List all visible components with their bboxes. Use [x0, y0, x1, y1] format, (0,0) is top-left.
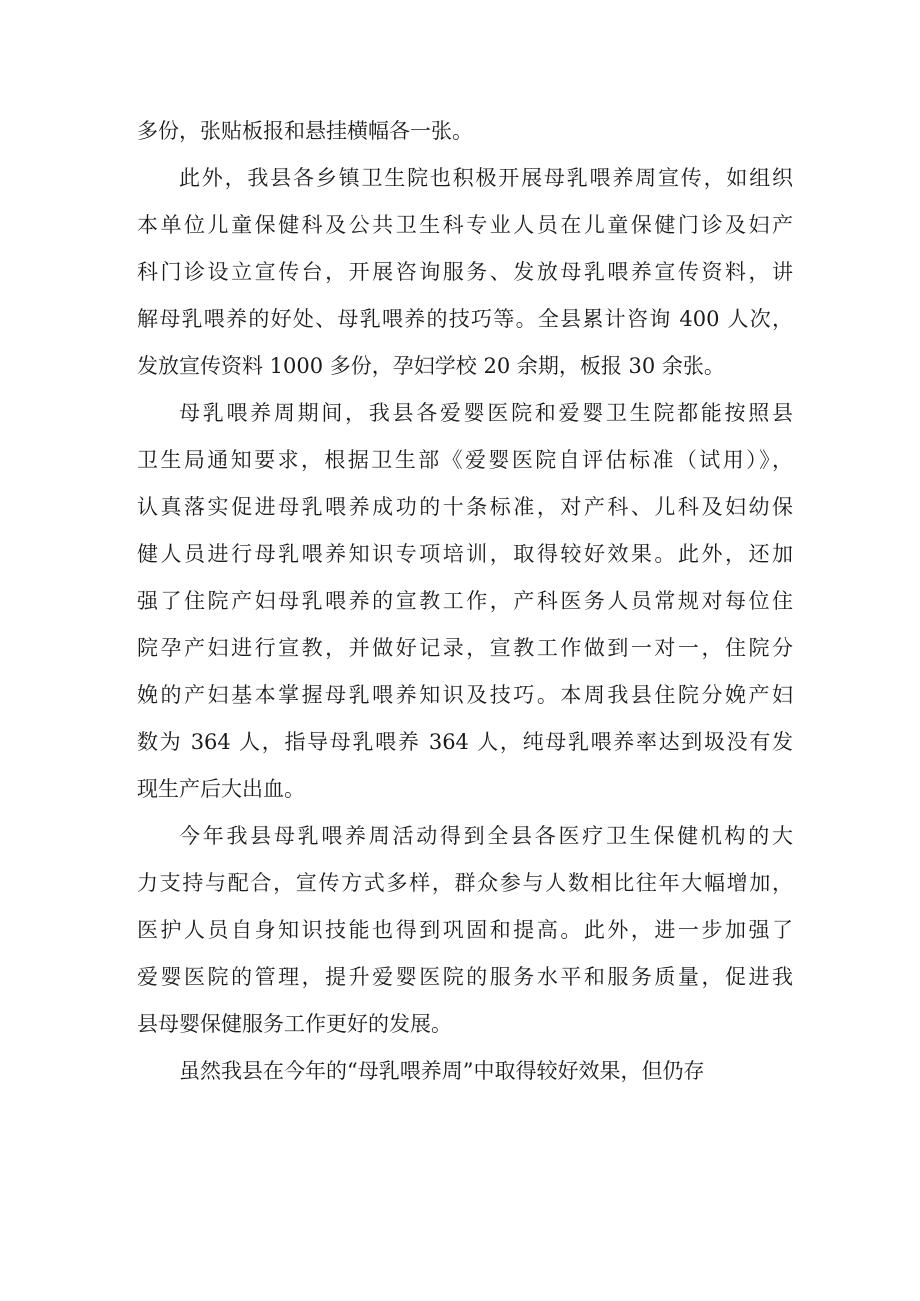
text-line: 现生产后大出血。	[137, 777, 305, 801]
paragraph-5	[137, 1048, 793, 1095]
text-line: 母乳喂养周期间，我县各爱婴医院和爱婴卫生院都能按照县	[179, 401, 793, 425]
text-line: 卫生局通知要求，根据卫生部《爱婴医院自评估标准（试用）》，	[137, 448, 793, 472]
text-line: 爱婴医院的管理，提升爱婴医院的服务水平和服务质量，促进我	[137, 965, 793, 989]
text-line: 发放宣传资料 1000 多份，孕妇学校 20 余期，板报 30 余张。	[137, 354, 725, 378]
text-line: 认真落实促进母乳喂养成功的十条标准，对产科、儿科及妇幼保	[137, 495, 793, 519]
text-line: 医护人员自身知识技能也得到巩固和提高。此外，进一步加强了	[137, 918, 793, 942]
paragraph-4	[137, 813, 793, 1048]
text-line: 科门诊设立宣传台，开展咨询服务、发放母乳喂养宣传资料，讲	[137, 260, 793, 284]
paragraph-2	[137, 155, 793, 390]
paragraph-3	[137, 390, 793, 813]
text-line: 娩的产妇基本掌握母乳喂养知识及技巧。本周我县住院分娩产妇	[137, 683, 793, 707]
text-line: 力支持与配合，宣传方式多样，群众参与人数相比往年大幅增加，	[137, 871, 793, 895]
text-line: 县母婴保健服务工作更好的发展。	[137, 1012, 452, 1036]
text-line: 解母乳喂养的好处、母乳喂养的技巧等。全县累计咨询 400 人次，	[137, 307, 793, 331]
text-line: 今年我县母乳喂养周活动得到全县各医疗卫生保健机构的大	[179, 824, 793, 848]
text-line: 强了住院产妇母乳喂养的宣教工作，产科医务人员常规对每位住	[137, 589, 793, 613]
text-line: 数为 364 人，指导母乳喂养 364 人，纯母乳喂养率达到圾没有发	[137, 730, 793, 754]
text-line: 院孕产妇进行宣教，并做好记录，宣教工作做到一对一，住院分	[137, 636, 793, 660]
text-line: 多份，张贴板报和悬挂横幅各一张。	[137, 119, 473, 143]
text-line: 此外，我县各乡镇卫生院也积极开展母乳喂养周宣传，如组织	[179, 166, 793, 190]
text-line: 本单位儿童保健科及公共卫生科专业人员在儿童保健门诊及妇产	[137, 213, 793, 237]
document-page	[137, 108, 793, 1095]
text-line: 虽然我县在今年的“母乳喂养周”中取得较好效果，但仍存	[179, 1059, 705, 1083]
text-line: 健人员进行母乳喂养知识专项培训，取得较好效果。此外，还加	[137, 542, 793, 566]
paragraph-1	[137, 108, 793, 155]
